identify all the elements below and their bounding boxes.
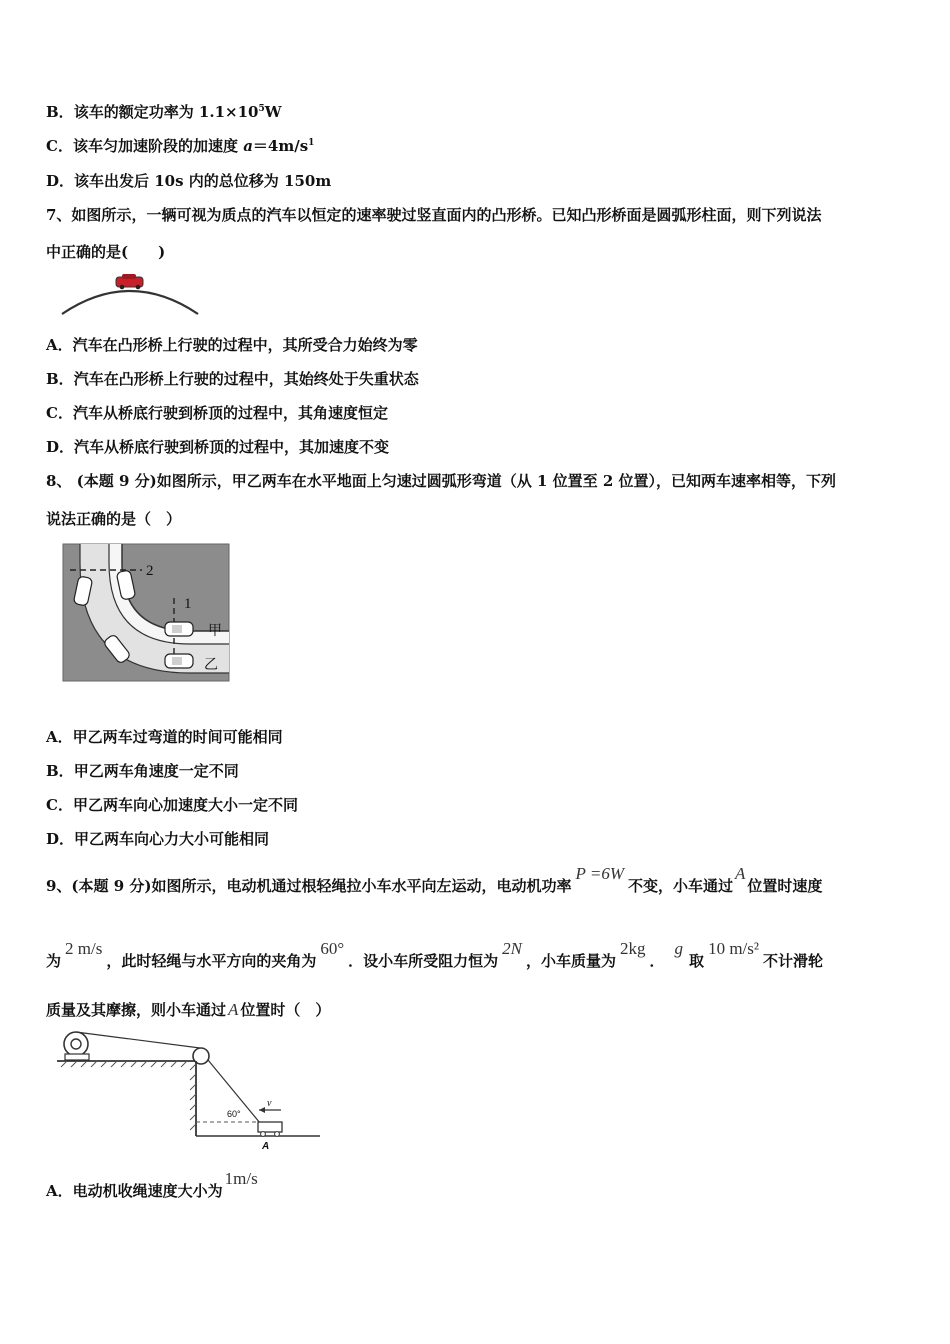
option-label: B． [46, 370, 74, 388]
surface-hatching [61, 1061, 187, 1067]
option-label: D． [46, 172, 75, 190]
option-text: 汽车从桥底行驶到桥顶的过程中，其角速度恒定 [72, 404, 388, 422]
option-label: B． [46, 762, 74, 780]
car-icon [116, 274, 143, 289]
motor-pulley-figure [55, 1028, 325, 1153]
option-text-value: ＝4m/s [252, 137, 309, 155]
position-a-symbol: A [228, 1000, 239, 1019]
position-a-symbol: A [735, 864, 746, 883]
velocity-value: 2 m/s [65, 939, 103, 958]
angle-value: 60° [320, 939, 345, 958]
variable-a: a [243, 137, 253, 155]
stem-text: 位置时速度 [747, 877, 823, 895]
q8-stem-line2: 说法正确的是（ ） [46, 510, 182, 528]
stem-text: 质量及其摩擦，则小车通过 [46, 1001, 227, 1019]
option-label: A． [46, 1182, 73, 1200]
q6-option-b [46, 102, 282, 122]
stem-text: ，此时轻绳与水平方向的夹角为 [106, 952, 317, 970]
q8-option-b [46, 761, 239, 781]
power-value: P =6W [575, 864, 624, 883]
option-text: 该车出发后 10s 内的总位移为 150m [74, 172, 332, 190]
option-value: 1m/s [224, 1169, 258, 1188]
option-label: C． [46, 796, 73, 814]
q8-stem-line1: 8、 (本题 9 分)如图所示，甲乙两车在水平地面上匀速过圆弧形弯道（从 1 位置至 2 位置），已知两车速率相等，下列 [46, 472, 837, 490]
bridge-arc [62, 291, 198, 314]
arrow-head-icon [259, 1107, 265, 1113]
q6-option-d [46, 171, 331, 191]
option-text: 该车的额定功率为 1.1×10 [73, 103, 259, 121]
option-text: 汽车从桥底行驶到桥顶的过程中，其加速度不变 [74, 438, 390, 456]
stem-text: 取 [689, 952, 705, 970]
q8-option-c [46, 795, 298, 815]
rope-top [76, 1032, 200, 1048]
cart-a-label: A [262, 1141, 270, 1152]
curved-road-figure [62, 543, 230, 683]
angle-label: 60° [227, 1109, 241, 1119]
stem-text: 不计滑轮 [762, 952, 823, 970]
q7-option-c [46, 403, 388, 423]
q7-option-b [46, 369, 419, 389]
option-label: A． [46, 336, 73, 354]
stem-text: ． [649, 952, 665, 970]
option-text: 甲乙两车过弯道的时间可能相同 [72, 728, 283, 746]
stem-text: 位置时（ ） [240, 1001, 331, 1019]
superscript: 1 [308, 138, 315, 148]
q9-stem-line3 [46, 1000, 330, 1020]
q9-stem-line1 [46, 864, 823, 896]
convex-bridge-figure [58, 270, 203, 318]
option-label: C． [46, 404, 73, 422]
car-icon [165, 654, 193, 668]
option-text: 汽车在凸形桥上行驶的过程中，其始终处于失重状态 [73, 370, 419, 388]
power-expression [576, 864, 624, 883]
friction-value: 2N [502, 939, 523, 958]
option-label: C． [46, 137, 73, 155]
q9-option-a [46, 1169, 258, 1201]
car-icon [165, 622, 193, 636]
option-text: 甲乙两车角速度一定不同 [73, 762, 239, 780]
option-label: A． [46, 728, 73, 746]
q7-stem-line2: 中正确的是( ) [46, 243, 166, 261]
gravity-symbol: g [674, 939, 684, 958]
position-2-label: 2 [146, 563, 154, 579]
q8-option-a [46, 727, 283, 747]
option-text: 该车匀加速阶段的加速度 [72, 137, 244, 155]
motor-icon [64, 1032, 89, 1060]
superscript: 5 [258, 104, 265, 114]
q7-stem-line1: 7、如图所示，一辆可视为质点的汽车以恒定的速率驶过竖直面内的凸形桥。已知凸形桥面是圆弧形柱面，则下列说法 [46, 206, 822, 224]
stem-text: ．设小车所受阻力恒为 [348, 952, 499, 970]
q6-option-c [46, 136, 314, 156]
option-text: 甲乙两车向心力大小可能相同 [74, 830, 270, 848]
q7-option-a [46, 335, 418, 355]
option-text: 汽车在凸形桥上行驶的过程中，其所受合力始终为零 [72, 336, 418, 354]
cart-icon [258, 1122, 282, 1136]
option-label: D． [46, 438, 75, 456]
option-label: B． [46, 103, 74, 121]
q9-stem-line2 [46, 939, 823, 971]
option-text: 甲乙两车向心加速度大小一定不同 [72, 796, 298, 814]
option-label: D． [46, 830, 75, 848]
q7-option-d [46, 437, 389, 457]
stem-text: 不变，小车通过 [628, 877, 734, 895]
car-yi-label: 乙 [204, 657, 218, 673]
position-1-label: 1 [184, 596, 192, 612]
stem-text: 为 [46, 952, 62, 970]
gravity-value: 10 m/s² [708, 939, 759, 958]
option-text: 电动机收绳速度大小为 [72, 1182, 223, 1200]
velocity-label: v [267, 1098, 272, 1109]
q8-option-d [46, 829, 269, 849]
mass-value: 2kg [620, 939, 646, 958]
option-text-unit: W [264, 103, 282, 121]
stem-text: ，小车质量为 [526, 952, 617, 970]
car-jia-label: 甲 [208, 623, 222, 639]
stem-text: 9、(本题 9 分)如图所示，电动机通过根轻绳拉小车水平向左运动，电动机功率 [46, 877, 572, 895]
